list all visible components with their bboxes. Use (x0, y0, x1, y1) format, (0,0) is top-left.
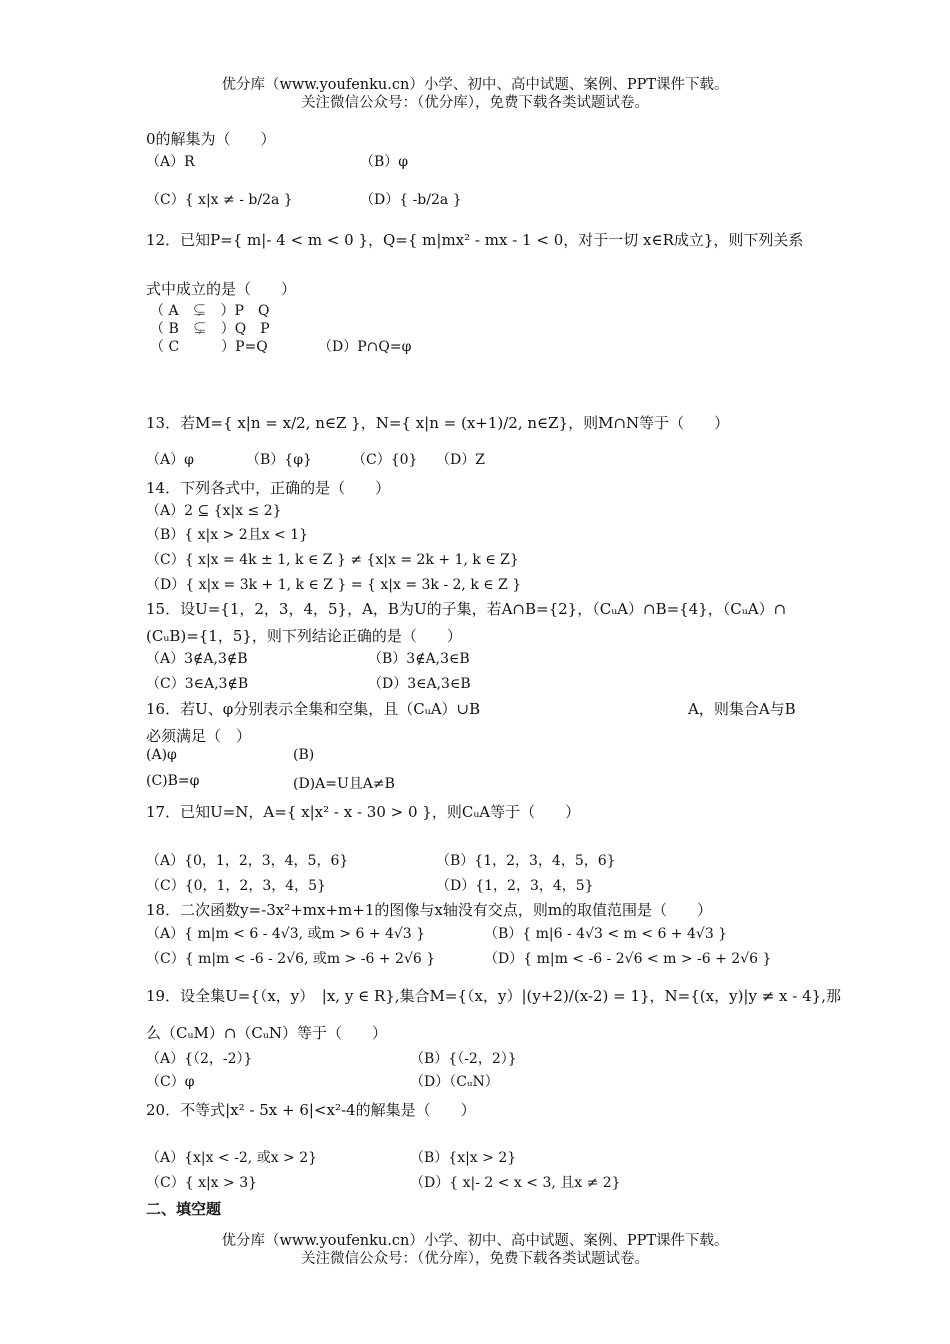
q11-option-b: （B）φ (360, 154, 409, 170)
q15-option-b: （B）3∉A,3∈B (368, 651, 470, 667)
q12-option-b: （ B ⊊ ）Q P (150, 321, 270, 337)
q15-option-c: （C）3∈A,3∉B (146, 676, 249, 692)
q20-option-a: （A）{x|x < -2, 或x > 2} (146, 1150, 318, 1166)
q20-option-b: （B）{x|x > 2} (410, 1150, 517, 1166)
q15-option-d: （D）3∈A,3∈B (368, 676, 471, 692)
q13-option-b: （B）{φ} (246, 452, 312, 468)
q16-stem-right: A，则集合A与B (688, 700, 796, 718)
q19-option-b: （B）{（-2，2）} (410, 1051, 517, 1067)
q12-option-a: （ A ⊊ ）P Q (150, 303, 270, 319)
q16-option-a: (A)φ (146, 747, 177, 763)
q13-option-a: （A）φ (146, 452, 194, 468)
q17-option-d: （D）{1，2，3，4，5} (436, 878, 594, 894)
q13-option-d: （D）Z (436, 452, 485, 468)
q11-option-c: （C）{ x|x ≠ - b/2a } (146, 192, 293, 208)
q12-stem-2: 式中成立的是（ ） (146, 280, 297, 298)
q19-option-d: （D）（CᵤN） (410, 1074, 499, 1090)
q14-option-a: （A）2 ⊆ {x|x ≤ 2} (146, 503, 282, 519)
q16-option-d: (D)A=U且A≠B (293, 776, 395, 792)
q19-option-c: （C）φ (146, 1074, 195, 1090)
section-2-heading: 二、填空题 (146, 1200, 222, 1218)
q14-option-b: （B）{ x|x > 2且x < 1} (146, 527, 309, 543)
q11-continuation: 0的解集为（ ） (146, 130, 276, 148)
q20-option-d: （D）{ x|- 2 < x < 3, 且x ≠ 2} (410, 1175, 621, 1191)
q16-stem: 16．若U、φ分别表示全集和空集，且（CᵤA）∪B (146, 700, 481, 718)
q13-stem: 13．若M={ x|n = x/2, n∈Z }，N={ x|n = (x+1)/2, n∈Z}，则M∩N等于（ ） (146, 414, 730, 432)
q19-option-a: （A）{（2，-2）} (146, 1051, 253, 1067)
q18-stem: 18．二次函数y=-3x²+mx+m+1的图像与x轴没有交点，则m的取值范围是（ ） (146, 901, 713, 919)
header-line-1: 优分库（www.youfenku.cn）小学、初中、高中试题、案例、PPT课件下载。 (221, 77, 729, 93)
q19-stem: 19．设全集U={（x，y） |x, y ∈ R},集合M={（x，y）|(y+2)/(x-2) = 1}，N={(x，y)|y ≠ x - 4},那 (146, 987, 841, 1005)
q12-stem: 12．已知P={ m|- 4 < m < 0 }，Q={ m|mx² - mx - 1 < 0，对于一切 x∈R成立}，则下列关系 (146, 231, 804, 249)
q14-option-c: （C）{ x|x = 4k ± 1, k ∈ Z } ≠ {x|x = 2k + 1, k ∈ Z} (146, 552, 519, 568)
header-line-2: 关注微信公众号：（优分库），免费下载各类试题试卷。 (301, 95, 649, 111)
q16-option-b: (B) (293, 747, 315, 763)
q18-option-a: （A）{ m|m < 6 - 4√3, 或m > 6 + 4√3 } (146, 926, 426, 942)
q20-option-c: （C）{ x|x > 3} (146, 1175, 258, 1191)
q14-option-d: （D）{ x|x = 3k + 1, k ∈ Z } = { x|x = 3k - 2, k ∈ Z } (146, 577, 522, 593)
footer-line-1: 优分库（www.youfenku.cn）小学、初中、高中试题、案例、PPT课件下载。 (221, 1233, 729, 1249)
q15-option-a: （A）3∉A,3∉B (146, 651, 248, 667)
q17-option-c: （C）{0，1，2，3，4，5} (146, 878, 326, 894)
q18-option-b: （B）{ m|6 - 4√3 < m < 6 + 4√3 } (484, 926, 728, 942)
q17-option-b: （B）{1，2，3，4，5，6} (436, 853, 616, 869)
q18-option-c: （C）{ m|m < -6 - 2√6, 或m > -6 + 2√6 } (146, 951, 436, 967)
q19-stem-2: 么（CᵤM）∩（CᵤN）等于（ ） (146, 1024, 387, 1042)
q16-option-c: (C)B=φ (146, 773, 200, 789)
q17-option-a: （A）{0，1，2，3，4，5，6} (146, 853, 349, 869)
q15-stem-2: (CᵤB)={1，5}，则下列结论正确的是（ ） (146, 627, 462, 645)
q18-option-d: （D）{ m|m < -6 - 2√6 < m > -6 + 2√6 } (484, 951, 772, 967)
footer-line-2: 关注微信公众号：（优分库），免费下载各类试题试卷。 (301, 1251, 649, 1267)
q16-stem-2: 必须满足（ ） (146, 727, 252, 745)
q14-stem: 14．下列各式中，正确的是（ ） (146, 479, 391, 497)
q12-option-d: （D）P∩Q=φ (318, 339, 412, 355)
q11-option-a: （A）R (146, 154, 195, 170)
q11-option-d: （D）{ -b/2a } (360, 192, 462, 208)
q12-option-c: （ C ）P=Q (150, 339, 268, 355)
q17-stem: 17．已知U=N，A={ x|x² - x - 30 > 0 }，则CᵤA等于（ ） (146, 803, 581, 821)
q13-option-c: （C）{0} (352, 452, 418, 468)
q15-stem: 15．设U={1，2，3，4，5}，A，B为U的子集，若A∩B={2}，（CᵤA）∩B={4}，（CᵤA）∩ (146, 600, 787, 618)
q20-stem: 20．不等式|x² - 5x + 6|<x²-4的解集是（ ） (146, 1101, 476, 1119)
